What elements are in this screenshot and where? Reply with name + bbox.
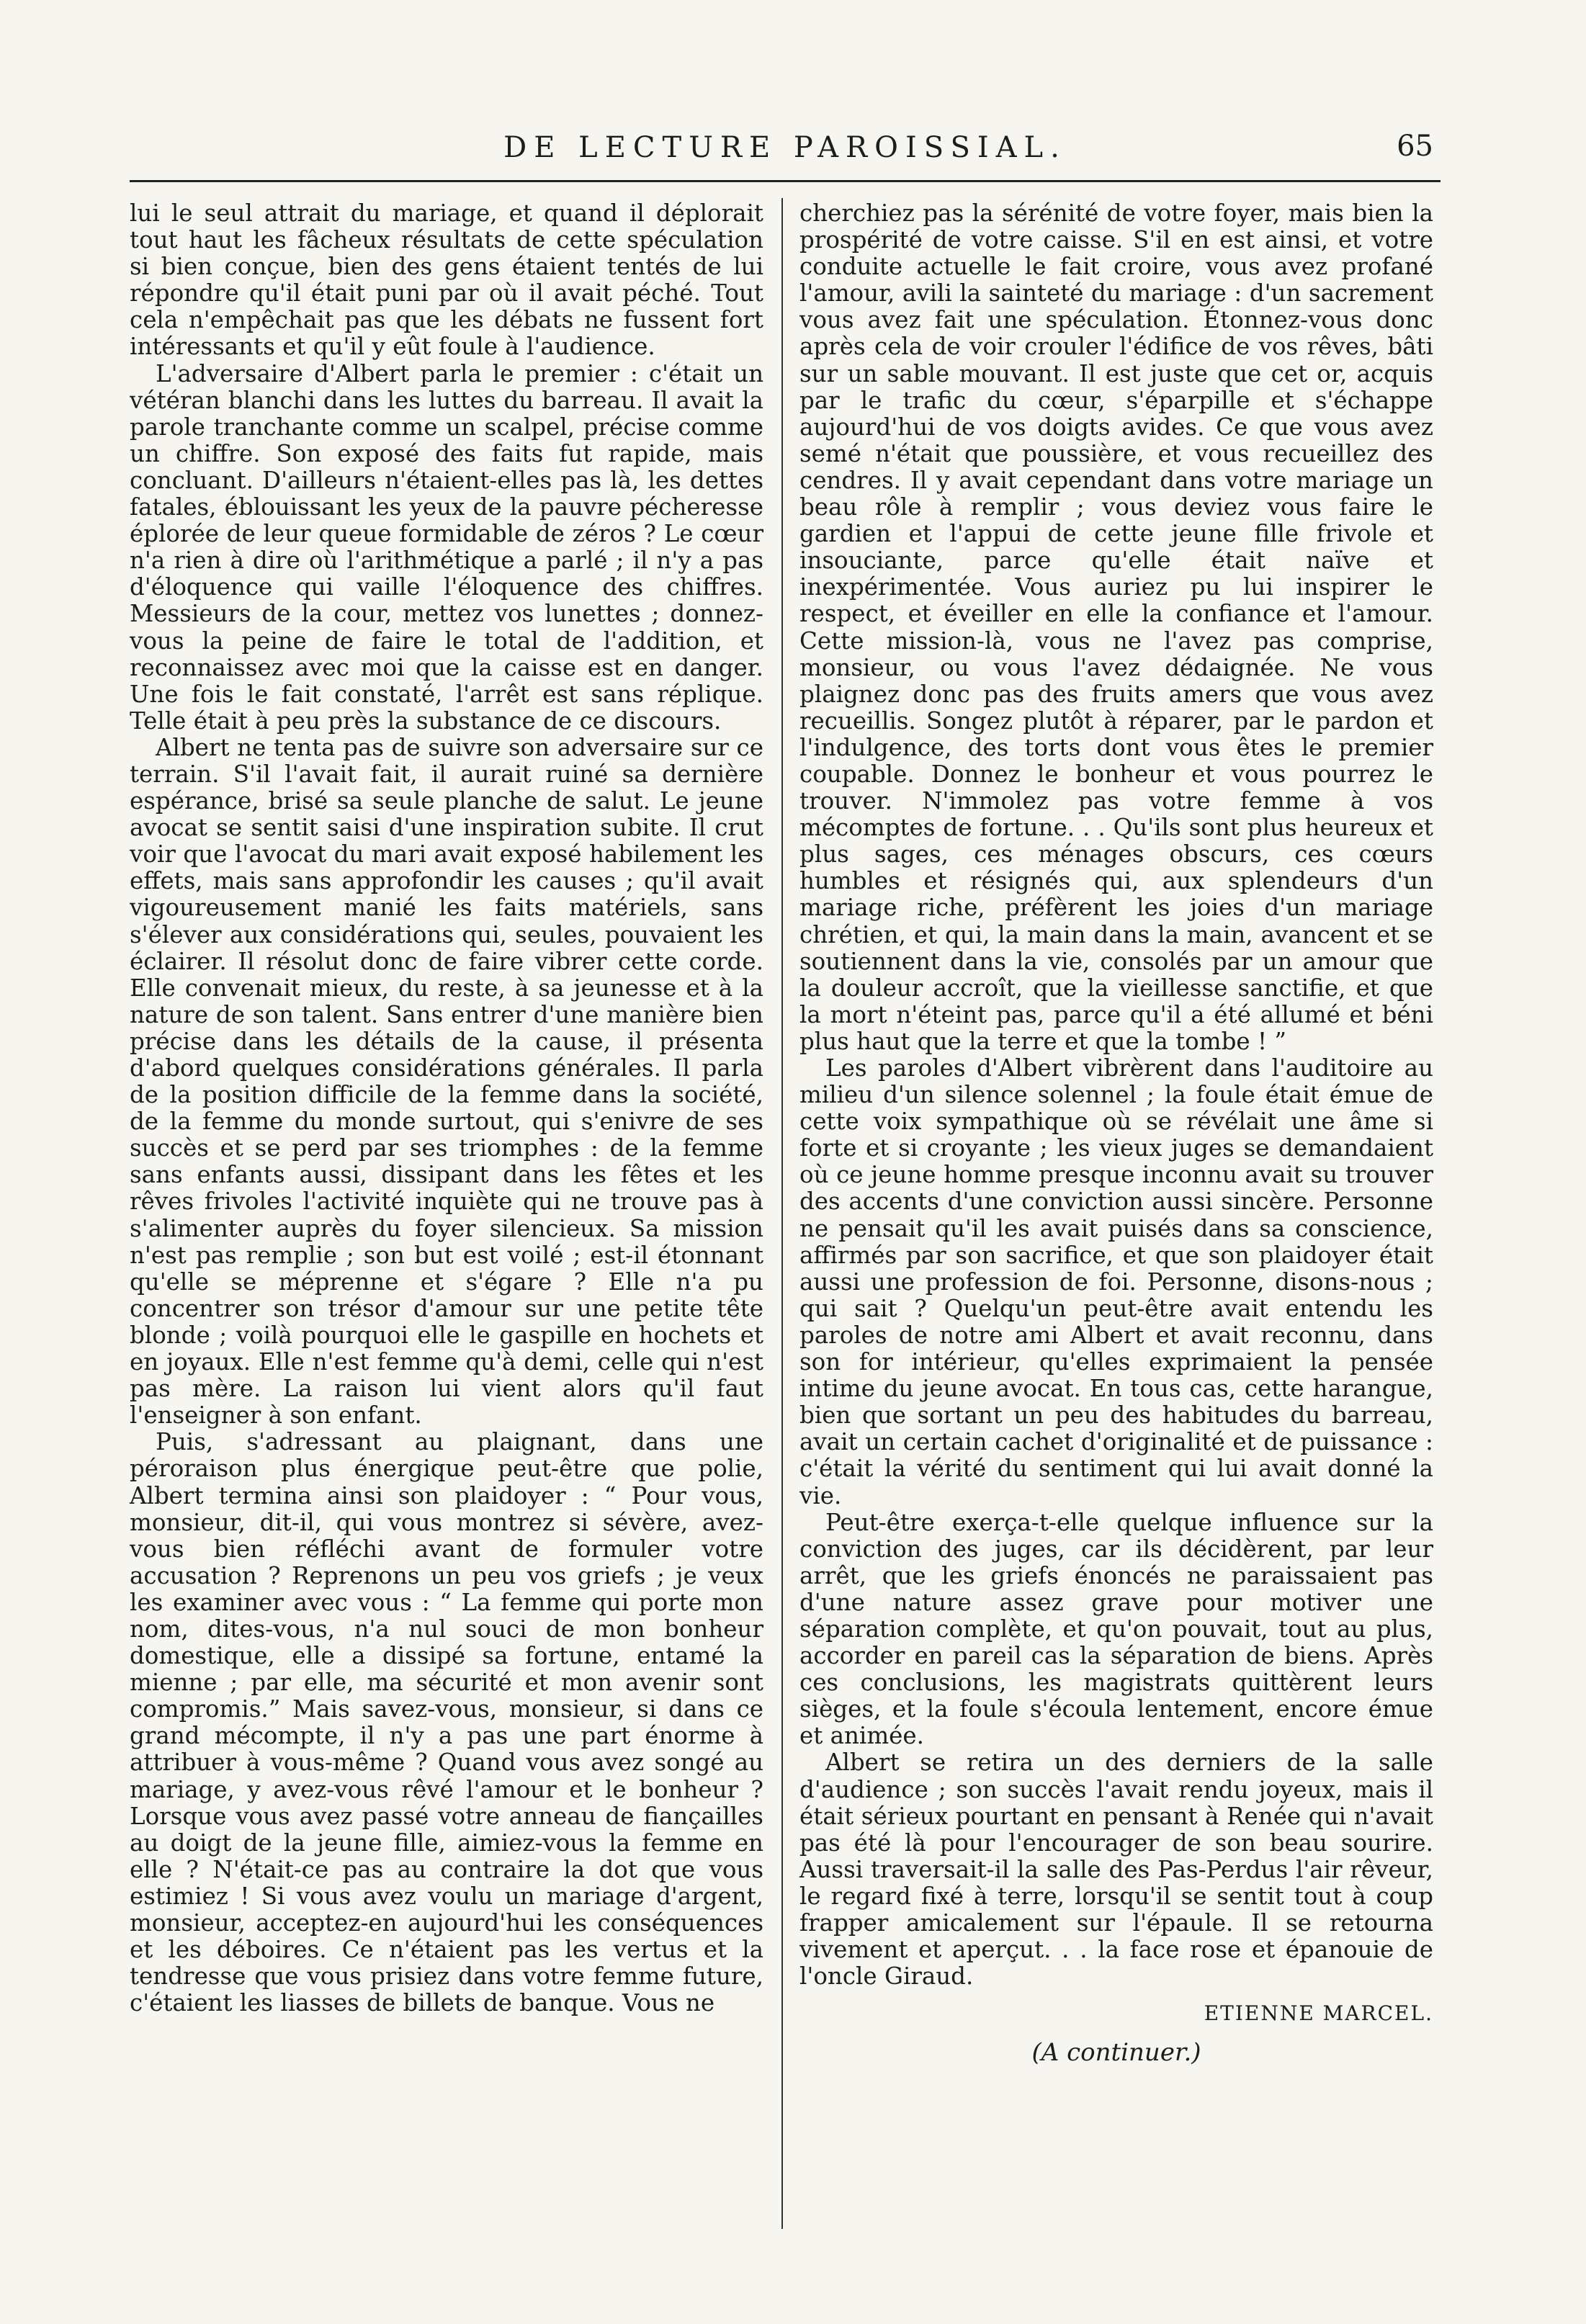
column-divider	[781, 198, 783, 2229]
header-rule	[130, 180, 1441, 182]
paragraph: Albert ne tenta pas de suivre son adversaire sur ce terrain. S'il l'avait fait, il aurait ruiné sa dernière espérance, brisé sa seule planche de salut. Le jeune avocat se sentit saisi d'une inspiration subite. Il crut voir que l'avocat du mari avait exposé habilement les effets, mais sans approfondir les causes ; qu'il avait vigoureusement manié les faits matériels, sans s'élever aux considérations qui, seules, pouvaient les éclairer. Il résolut donc de faire vibrer cette corde. Elle convenait mieux, du reste, à sa jeunesse et à la nature de son talent. Sans entrer d'une manière bien précise dans les détails de la cause, il présenta d'abord quelques considérations générales. Il parla de la position difficile de la femme dans la société, de la femme du monde surtout, qui s'enivre de ses succès et se perd par ses triomphes : de la femme sans enfants aussi, dissipant dans les fêtes et les rêves frivoles l'activité inquiète qui ne trouve pas à s'alimenter auprès du foyer silencieux. Sa mission n'est pas remplie ; son but est voilé ; est-il étonnant qu'elle se méprenne et s'égare ? Elle n'a pu concentrer son trésor d'amour sur une petite tête blonde ; voilà pourquoi elle le gaspille en hochets et en joyaux. Elle n'est femme qu'à demi, celle qui n'est pas mère. La raison lui vient alors qu'il faut l'enseigner à son enfant.	[130, 733, 763, 1430]
running-title: DE LECTURE PAROISSIAL.	[503, 131, 1067, 164]
page-number: 65	[1397, 130, 1433, 163]
paragraph: lui le seul attrait du mariage, et quand il déplorait tout haut les fâcheux résultats de cette spéculation si bien conçue, bien des gens étaient tentés de lui répondre qu'il était puni par où il avait péché. Tout cela n'empêchait pas que les débats ne fussent fort intéressants et qu'il y eût foule à l'audience.	[130, 199, 763, 361]
paragraph: L'adversaire d'Albert parla le premier : c'était un vétéran blanchi dans les luttes du barreau. Il avait la parole tranchante comme un scalpel, précise comme un chiffre. Son exposé des faits fut rapide, mais concluant. D'ailleurs n'étaient-elles pas là, les dettes fatales, éblouissant les yeux de la pauvre pécheresse éplorée de leur queue formidable de zéros ? Le cœur n'a rien à dire où l'arithmétique a parlé ; il n'y a pas d'éloquence qui vaille l'éloquence des chiffres. Messieurs de la cour, mettez vos lunettes ; donnez-vous la peine de faire le total de l'addition, et reconnaissez avec moi que la caisse est en danger. Une fois le fait constaté, l'arrêt est sans réplique. Telle était à peu près la substance de ce discours.	[130, 359, 763, 735]
paragraph: Les paroles d'Albert vibrèrent dans l'auditoire au milieu d'un silence solennel ; la foule était émue de cette voix sympathique où se révélait une âme si forte et si croyante ; les vieux juges se demandaient où ce jeune homme presque inconnu avait su trouver des accents d'une conviction aussi sincère. Personne ne pensait qu'il les avait puisés dans sa conscience, affirmés par son sacrifice, et que son plaidoyer était aussi une profession de foi. Personne, disons-nous ; qui sait ? Quelqu'un peut-être avait entendu les paroles de notre ami Albert et avait reconnu, dans son for intérieur, qu'elles exprimaient la pensée intime du jeune avocat. En tous cas, cette harangue, bien que sortant un peu des habitudes du barreau, avait un certain cachet d'originalité et de puissance : c'était la vérité du sentiment qui lui avait donné la vie.	[799, 1054, 1433, 1509]
author-signature: ETIENNE MARCEL.	[1204, 2001, 1433, 2026]
paragraph: Puis, s'adressant au plaignant, dans une péroraison plus énergique peut-être que polie, Albert termina ainsi son plaidoyer : “ Pour vous, monsieur, dit-il, qui vous montrez si sévère, avez-vous bien réfléchi avant de formuler votre accusation ? Reprenons un peu vos griefs ; je veux les examiner avec vous : “ La femme qui porte mon nom, dites-vous, n'a nul souci de mon bonheur domestique, elle a dissipé sa fortune, entamé la mienne ; par elle, ma sécurité et mon avenir sont compromis.” Mais savez-vous, monsieur, si dans ce grand mécompte, il n'y a pas une part énorme à attribuer à vous-même ? Quand vous avez songé au mariage, y avez-vous rêvé l'amour et le bonheur ? Lorsque vous avez passé votre anneau de fiançailles au doigt de la jeune fille, aimiez-vous la femme en elle ? N'était-ce pas au contraire la dot que vous estimiez ! Si vous avez voulu un mariage d'argent, monsieur, acceptez-en aujourd'hui les conséquences et les déboires. Ce n'étaient pas les vertus et la tendresse que vous prisiez dans votre femme future, c'étaient les liasses de billets de banque. Vous ne	[130, 1428, 763, 2017]
continuation-note: (A continuer.)	[1031, 2038, 1201, 2068]
page-header	[130, 115, 1441, 166]
right-column	[799, 200, 1433, 2066]
paragraph: Albert se retira un des derniers de la salle d'audience ; son succès l'avait rendu joyeux, mais il était sérieux pourtant en pensant à Renée qui n'avait pas été là pour l'encourager de son beau sourire. Aussi traversait-il la salle des Pas-Perdus l'air rêveur, le regard fixé à terre, lorsqu'il se sentit tout à coup frapper amicalement sur l'épaule. Il se retourna vivement et aperçut. . . la face rose et épanouie de l'oncle Giraud.	[799, 1749, 1433, 1991]
left-column	[130, 200, 763, 2016]
paragraph: Peut-être exerça-t-elle quelque influence sur la conviction des juges, car ils décidèrent, par leur arrêt, que les griefs énoncés ne paraissaient pas d'une nature assez grave pour motiver une séparation complète, et qu'on pouvait, tout au plus, accorder en pareil cas la séparation de biens. Après ces conclusions, les magistrats quittèrent leurs sièges, et la foule s'écoula lentement, encore émue et animée.	[799, 1508, 1433, 1750]
paragraph: cherchiez pas la sérénité de votre foyer, mais bien la prospérité de votre caisse. S'il en est ainsi, et votre conduite actuelle le fait croire, vous avez profané l'amour, avili la sainteté du mariage : d'un sacrement vous avez fait une spéculation. Étonnez-vous donc après cela de voir crouler l'édifice de vos rêves, bâti sur un sable mouvant. Il est juste que cet or, acquis par le trafic du cœur, s'éparpille et s'échappe aujourd'hui de vos doigts avides. Ce que vous avez semé n'était que poussière, et vous recueillez des cendres. Il y avait cependant dans votre mariage un beau rôle à remplir ; vous deviez vous faire le gardien et l'appui de cette jeune fille frivole et insouciante, parce qu'elle était naïve et inexpérimentée. Vous auriez pu lui inspirer le respect, et éveiller en elle la confiance et l'amour. Cette mission-là, vous ne l'avez pas comprise, monsieur, ou vous l'avez dédaignée. Ne vous plaignez donc pas des fruits amers que vous avez recueillis. Songez plutôt à réparer, par le pardon et l'indulgence, des torts dont vous êtes le premier coupable. Donnez le bonheur et vous pourrez le trouver. N'immolez pas votre femme à vos mécomptes de fortune. . . Qu'ils sont plus heureux et plus sages, ces ménages obscurs, ces cœurs humbles et résignés qui, aux splendeurs d'un mariage riche, préfèrent les joies d'un mariage chrétien, et qui, la main dans la main, avancent et se soutiennent dans la vie, consolés par un amour que la douleur accroît, que la vieillesse sanctifie, et que la mort n'éteint pas, parce qu'il a été allumé et béni plus haut que la terre et que la tombe ! ”	[799, 199, 1433, 1055]
